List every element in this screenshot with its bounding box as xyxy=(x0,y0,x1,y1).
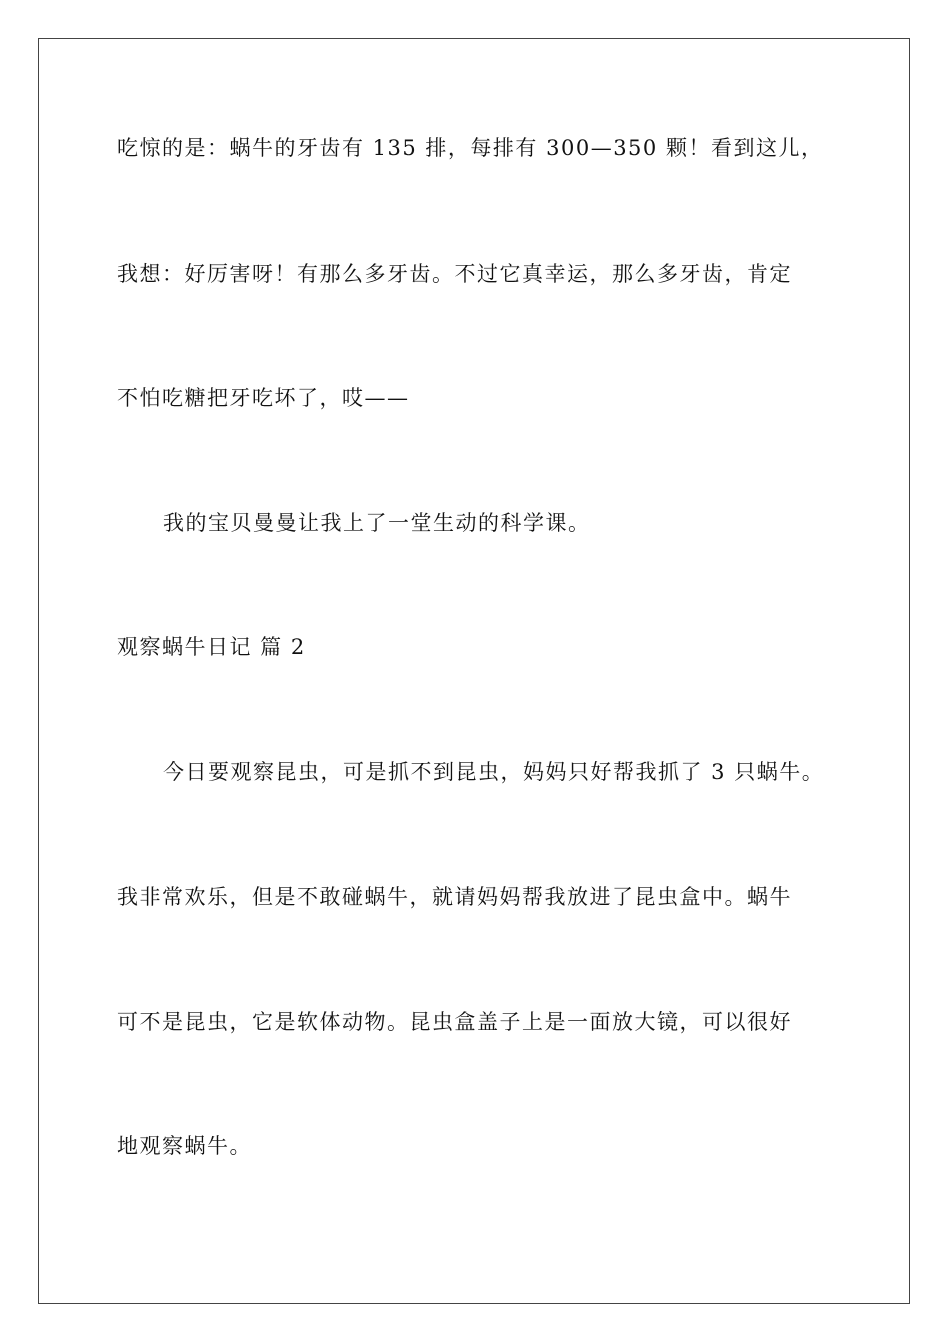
text-line: 我想：好厉害呀！有那么多牙齿。不过它真幸运，那么多牙齿，肯定 xyxy=(117,262,792,286)
page-border xyxy=(38,38,910,1304)
text-line: 地观察蜗牛。 xyxy=(117,1134,252,1158)
paragraph-line: 今日要观察昆虫，可是抓不到昆虫，妈妈只好帮我抓了 3 只蜗牛。 xyxy=(163,760,825,784)
section-heading: 观察蜗牛日记 篇 2 xyxy=(117,635,306,659)
text-line: 不怕吃糖把牙吃坏了，哎—— xyxy=(117,386,410,410)
text-line: 可不是昆虫，它是软体动物。昆虫盒盖子上是一面放大镜，可以很好 xyxy=(117,1010,792,1034)
text-line: 我非常欢乐，但是不敢碰蜗牛，就请妈妈帮我放进了昆虫盒中。蜗牛 xyxy=(117,885,792,909)
text-line: 吃惊的是：蜗牛的牙齿有 135 排，每排有 300—350 颗！看到这儿， xyxy=(117,136,824,160)
paragraph-line: 我的宝贝曼曼让我上了一堂生动的科学课。 xyxy=(163,511,591,535)
